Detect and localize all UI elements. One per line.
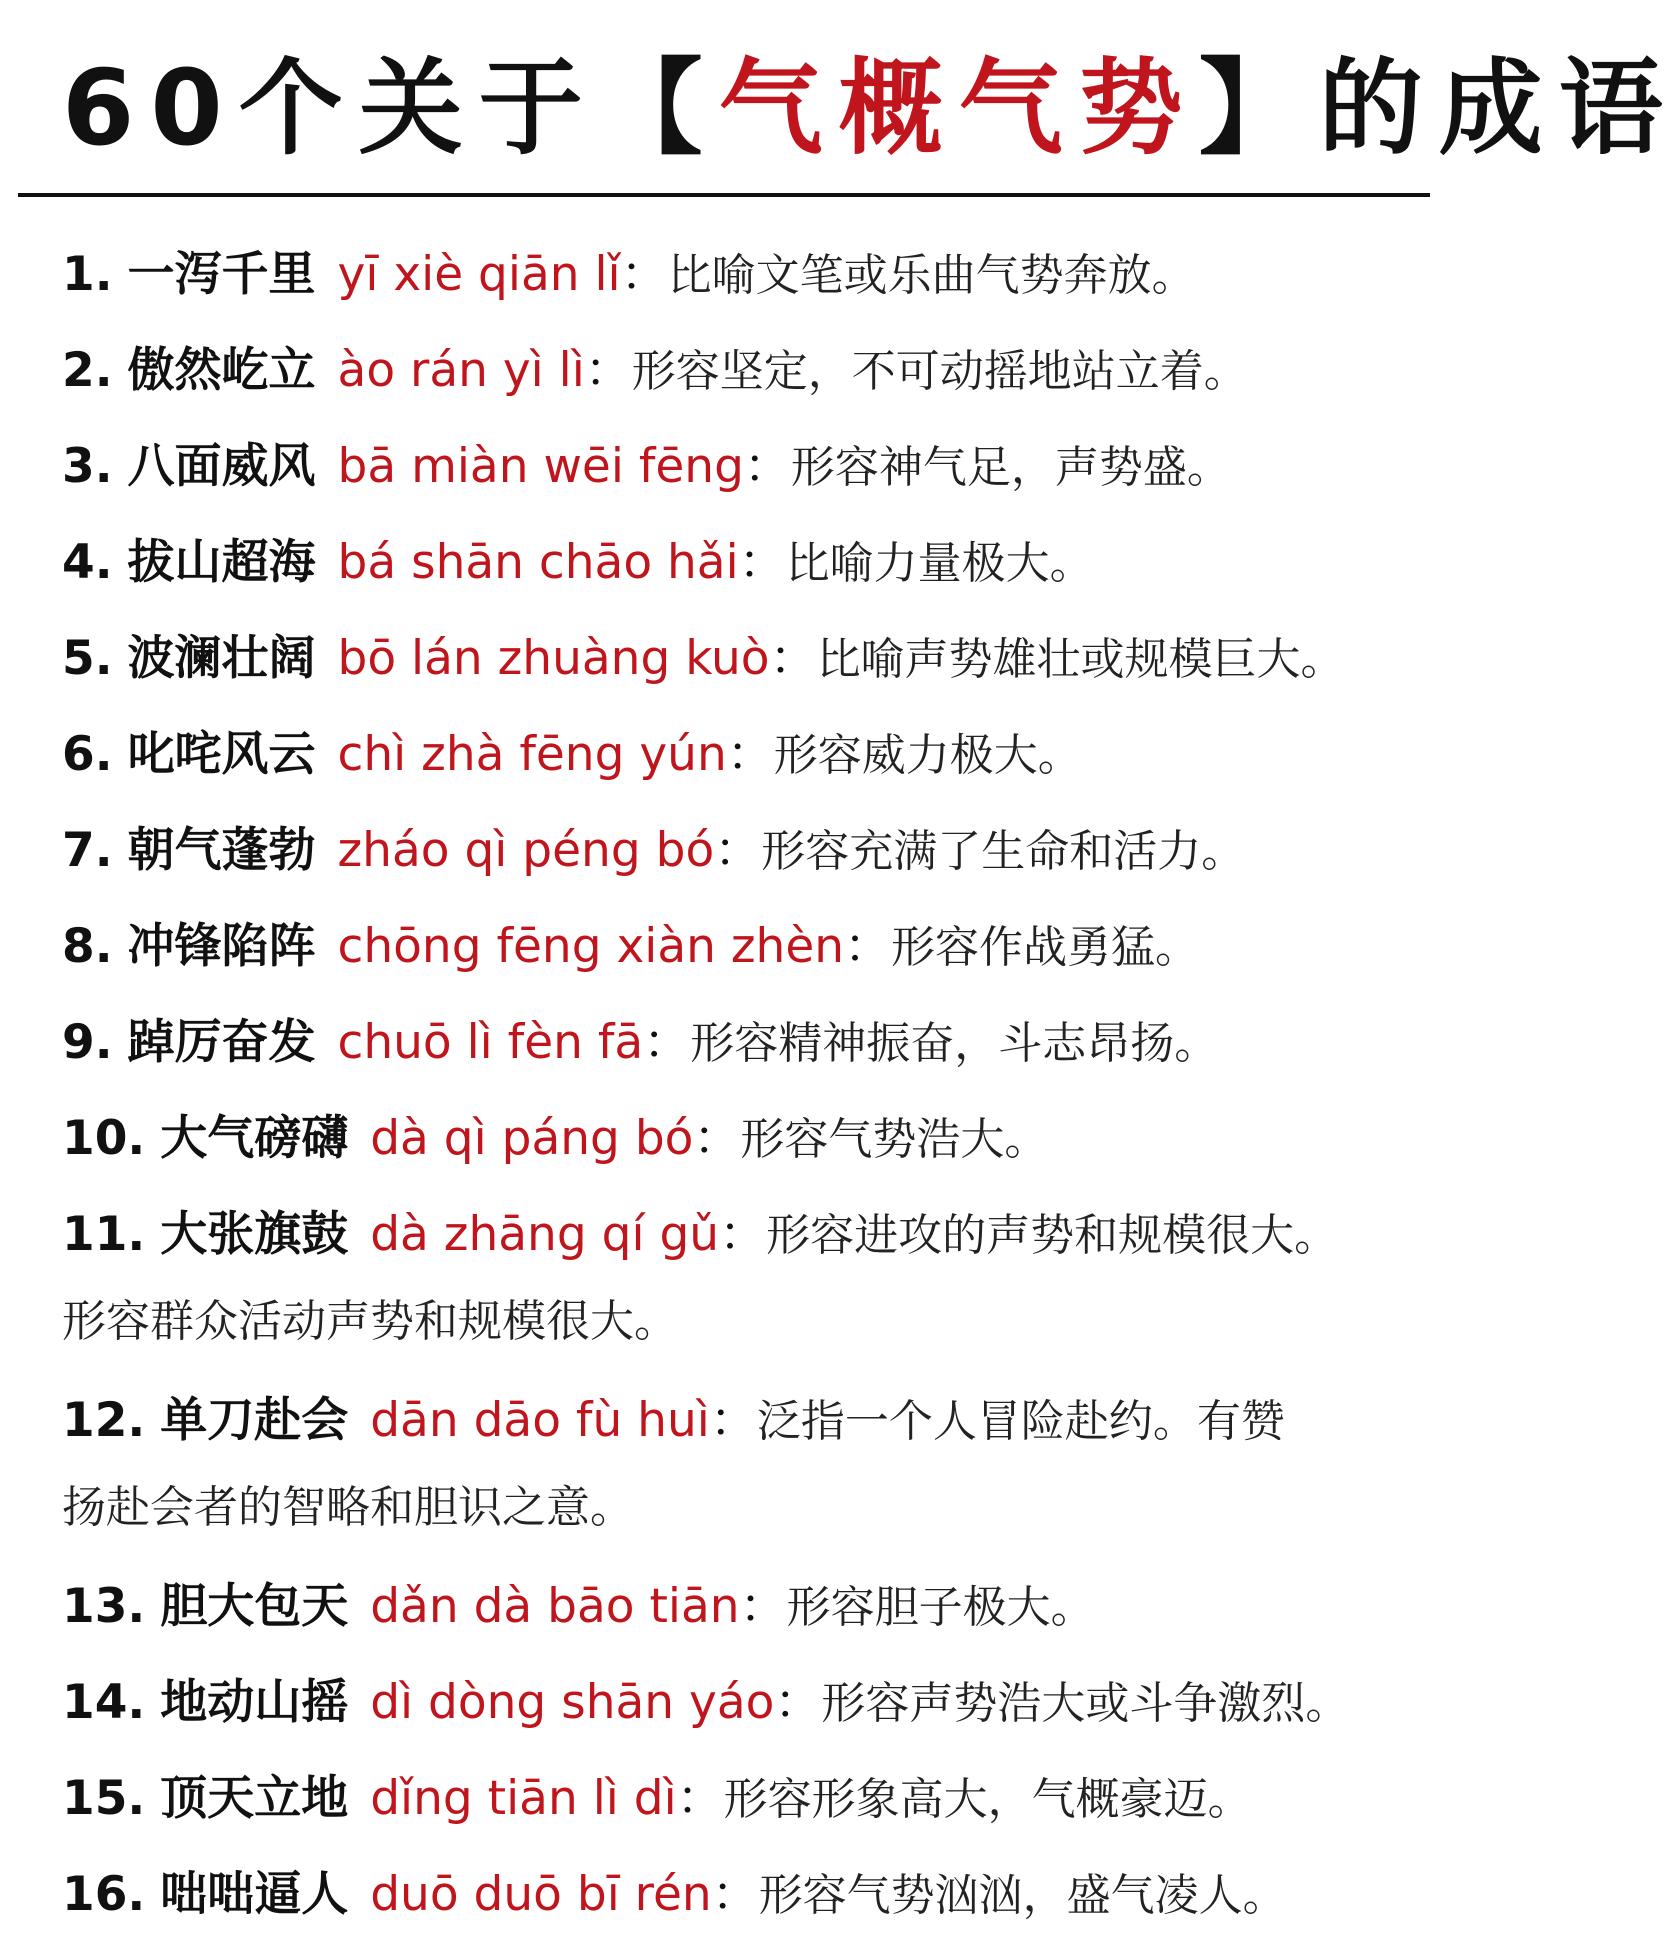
- item-idiom: 地动山摇: [160, 1675, 349, 1730]
- item-definition: 形容气势汹汹，盛气凌人。: [758, 1870, 1287, 1921]
- item-number: 2.: [62, 343, 113, 398]
- item-definition: 比喻声势雄壮或规模巨大。: [816, 634, 1345, 685]
- item-colon: ：: [711, 1867, 759, 1922]
- item-number: 5.: [62, 631, 113, 686]
- item-number: 8.: [62, 919, 113, 974]
- idiom-list: [62, 228, 1432, 1944]
- item-pinyin: duō duō bī rén: [370, 1867, 712, 1922]
- item-colon: ：: [774, 1675, 822, 1730]
- list-item: [62, 1752, 1432, 1846]
- item-pinyin: bō lán zhuàng kuò: [337, 631, 770, 686]
- item-pinyin: chōng fēng xiàn zhèn: [337, 919, 845, 974]
- item-number: 9.: [62, 1015, 113, 1070]
- item-colon: ：: [709, 1393, 757, 1448]
- item-pinyin: chuō lì fèn fā: [337, 1015, 644, 1070]
- item-colon: ：: [726, 727, 774, 782]
- item-pinyin: dǐng tiān lì dì: [370, 1771, 677, 1826]
- page-title: [62, 28, 1679, 188]
- item-pinyin: yī xiè qiān lǐ: [337, 247, 621, 302]
- list-item: [62, 804, 1432, 898]
- list-item: [62, 1092, 1432, 1186]
- item-pinyin: dà qì páng bó: [370, 1111, 694, 1166]
- item-definition: 比喻力量极大。: [785, 538, 1094, 589]
- item-definition: 形容坚定，不可动摇地站立着。: [631, 346, 1248, 397]
- item-pinyin: bā miàn wēi fēng: [337, 439, 744, 494]
- item-pinyin: dà zhāng qí gǔ: [370, 1207, 720, 1262]
- item-pinyin: zháo qì péng bó: [337, 823, 715, 878]
- item-number: 11.: [62, 1207, 146, 1262]
- item-definition: 比喻文笔或乐曲气势奔放。: [667, 250, 1196, 301]
- item-number: 7.: [62, 823, 113, 878]
- item-definition: 形容进攻的声势和规模很大。: [766, 1210, 1339, 1261]
- item-definition: 泛指一个人冒险赴约。有赞: [756, 1396, 1285, 1447]
- item-colon: ：: [693, 1111, 741, 1166]
- list-item: [62, 900, 1432, 994]
- item-number: 6.: [62, 727, 113, 782]
- list-item: [62, 228, 1432, 322]
- item-pinyin: dǎn dà bāo tiān: [370, 1579, 740, 1634]
- item-colon: ：: [719, 1207, 767, 1262]
- list-item: [62, 420, 1432, 514]
- item-definition: 形容形象高大，气概豪迈。: [723, 1774, 1252, 1825]
- item-idiom: 冲锋陷阵: [127, 919, 316, 974]
- item-idiom: 顶天立地: [160, 1771, 349, 1826]
- item-definition: 形容作战勇猛。: [891, 922, 1200, 973]
- list-item: [62, 996, 1432, 1090]
- item-colon: ：: [584, 343, 632, 398]
- item-idiom: 单刀赴会: [160, 1393, 349, 1448]
- list-item: [62, 1848, 1432, 1942]
- title-suffix: 】的成语: [1198, 47, 1679, 169]
- item-number: 3.: [62, 439, 113, 494]
- item-definition: 形容气势浩大。: [740, 1114, 1049, 1165]
- title-highlight: 气概气势: [718, 47, 1199, 169]
- list-item: [62, 516, 1432, 610]
- item-idiom: 拔山超海: [127, 535, 316, 590]
- item-idiom: 大张旗鼓: [160, 1207, 349, 1262]
- title-prefix: 60个关于【: [62, 47, 719, 169]
- item-number: 1.: [62, 247, 113, 302]
- item-definition: 形容神气足，声势盛。: [790, 442, 1231, 493]
- item-number: 4.: [62, 535, 113, 590]
- item-colon: ：: [769, 631, 817, 686]
- item-idiom: 八面威风: [127, 439, 316, 494]
- item-colon: ：: [743, 439, 791, 494]
- title-divider: [18, 193, 1430, 197]
- item-definition-continued: 扬赴会者的智略和胆识之意。: [62, 1482, 634, 1533]
- item-number: 14.: [62, 1675, 146, 1730]
- list-item: [62, 1188, 1432, 1282]
- list-item: [62, 1656, 1432, 1750]
- item-idiom: 一泻千里: [127, 247, 316, 302]
- item-colon: ：: [714, 823, 762, 878]
- item-pinyin: bá shān chāo hǎi: [337, 535, 739, 590]
- item-definition-continued: 形容群众活动声势和规模很大。: [62, 1296, 678, 1347]
- item-idiom: 朝气蓬勃: [127, 823, 316, 878]
- item-pinyin: dì dòng shān yáo: [370, 1675, 775, 1730]
- item-idiom: 傲然屹立: [127, 343, 316, 398]
- list-item: [62, 612, 1432, 706]
- item-definition: 形容胆子极大。: [786, 1582, 1095, 1633]
- list-item: [62, 1374, 1432, 1468]
- item-idiom: 胆大包天: [160, 1579, 349, 1634]
- item-definition: 形容充满了生命和活力。: [761, 826, 1246, 877]
- item-idiom: 叱咤风云: [127, 727, 316, 782]
- item-number: 15.: [62, 1771, 146, 1826]
- item-definition: 形容威力极大。: [773, 730, 1082, 781]
- item-definition: 形容精神振奋，斗志昂扬。: [690, 1018, 1219, 1069]
- item-idiom: 波澜壮阔: [127, 631, 316, 686]
- item-colon: ：: [738, 535, 786, 590]
- item-number: 13.: [62, 1579, 146, 1634]
- item-pinyin: dān dāo fù huì: [370, 1393, 710, 1448]
- list-item: [62, 1560, 1432, 1654]
- item-idiom: 大气磅礴: [160, 1111, 349, 1166]
- item-number: 16.: [62, 1867, 146, 1922]
- item-colon: ：: [676, 1771, 724, 1826]
- item-pinyin: chì zhà fēng yún: [337, 727, 727, 782]
- item-idiom: 咄咄逼人: [160, 1867, 349, 1922]
- list-item: [62, 708, 1432, 802]
- item-pinyin: ào rán yì lì: [337, 343, 585, 398]
- item-colon: ：: [844, 919, 892, 974]
- item-colon: ：: [620, 247, 668, 302]
- item-idiom: 踔厉奋发: [127, 1015, 316, 1070]
- list-item: [62, 324, 1432, 418]
- item-number: 10.: [62, 1111, 146, 1166]
- item-colon: ：: [739, 1579, 787, 1634]
- item-number: 12.: [62, 1393, 146, 1448]
- item-definition: 形容声势浩大或斗争激烈。: [821, 1678, 1350, 1729]
- item-colon: ：: [643, 1015, 691, 1070]
